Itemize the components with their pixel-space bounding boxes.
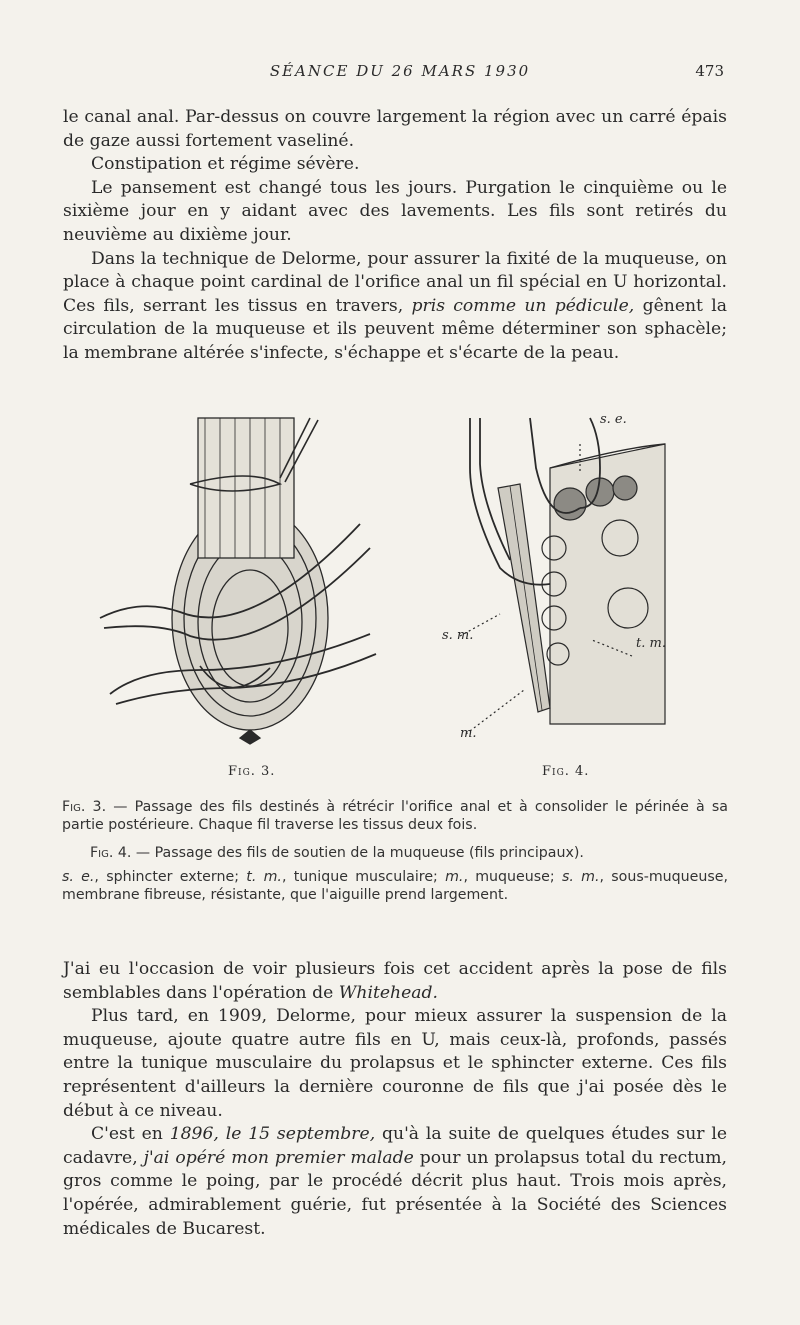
fig4-sphincter-3 bbox=[613, 476, 637, 500]
fig3-label: Fig. 3. bbox=[228, 764, 276, 779]
fig4-mucosa-line bbox=[510, 486, 542, 710]
running-head bbox=[0, 60, 800, 84]
paragraph-1-text: le canal anal. Par-dessus on couvre largement la région avec un carré épais de gaze aussi fortement vaseliné. bbox=[63, 107, 727, 151]
figures-area bbox=[80, 408, 740, 788]
legend-se: s. e. bbox=[62, 869, 95, 885]
fig3-point bbox=[240, 730, 260, 744]
page-number: 473 bbox=[695, 62, 724, 80]
fig4-annotation-m: m. bbox=[460, 726, 477, 741]
paragraph-7-text-a: C'est en bbox=[91, 1124, 170, 1145]
legend-m: m. bbox=[445, 869, 464, 885]
legend-se-text: , sphincter externe; bbox=[94, 869, 247, 885]
legend-sm-text: , sous-muqueuse, membrane fibreuse, résistante, que l'aiguille prend largement. bbox=[62, 869, 728, 903]
legend-tm: t. m. bbox=[246, 869, 282, 885]
paragraph-7-italic-2: j'ai opéré mon premier malade bbox=[143, 1147, 414, 1168]
fig4-annotation-se: s. e. bbox=[600, 412, 627, 427]
caption-fig3-prefix: Fig. 3. bbox=[62, 799, 107, 815]
paragraph-5 bbox=[63, 958, 727, 1005]
legend-sm: s. m. bbox=[561, 869, 600, 885]
legend-tm-text: , tunique musculaire; bbox=[281, 869, 446, 885]
caption-fig4 bbox=[62, 844, 728, 862]
figure-captions bbox=[62, 798, 728, 904]
paragraph-5-text: J'ai eu l'occasion de voir plusieurs fois cet accident après la pose de fils semblables dans l'opération de bbox=[63, 959, 727, 1003]
fig4-annotation-tm: t. m. bbox=[636, 636, 666, 651]
paragraph-3-text: Le pansement est changé tous les jours. Purgation le cinquième ou le sixième jour en y aidant avec des lavements. Les fils sont retirés du neuvième au dixième jour. bbox=[63, 177, 727, 245]
body-text-top bbox=[63, 106, 727, 366]
paragraph-4-italic: pris comme un pédicule, bbox=[411, 295, 635, 316]
paragraph-3 bbox=[63, 177, 727, 248]
fig4-annotation-sm: s. m. bbox=[442, 628, 474, 643]
fig4-label: Fig. 4. bbox=[542, 764, 590, 779]
paragraph-5-italic: Whitehead. bbox=[338, 982, 438, 1003]
paragraph-7 bbox=[63, 1123, 727, 1241]
paragraph-4-text-a: Dans la technique de Delorme, pour assurer la fixité de la muqueuse, on place à chaque point cardinal de l'orifice anal un fil spécial en U horizontal. Ces fils, serrant les tissus en travers, bbox=[63, 248, 727, 316]
paragraph-2-text: Constipation et régime sévère. bbox=[91, 154, 360, 175]
paragraph-2 bbox=[91, 153, 727, 177]
legend-m-text: , muqueuse; bbox=[463, 869, 562, 885]
caption-fig4-text: — Passage des fils de soutien de la muqueuse (fils principaux). bbox=[131, 845, 584, 861]
paragraph-6-text: Plus tard, en 1909, Delorme, pour mieux assurer la suspension de la muqueuse, ajoute quatre autre fils en U, mais ceux-là, profonds, passés entre la tunique musculaire du prolapsus et le sphincter externe. Ces fils représentent d'ailleurs la dernière couronne de fils que j'ai posée dès le début à ce niveau. bbox=[63, 1006, 727, 1121]
fig4-sphincter-1 bbox=[554, 488, 586, 520]
paragraph-7-text-c: pour un prolapsus total du rectum, gros comme le poing, par le procédé décrit plus haut. Trois mois après, l'opérée, admirablement guérie, fut présentée à la Société des Sciences médicales de Bucarest. bbox=[63, 1147, 727, 1239]
caption-fig3-text: — Passage des fils destinés à rétrécir l'orifice anal et à consolider le périnée à sa partie postérieure. Chaque fil traverse les tissus deux fois. bbox=[62, 799, 728, 833]
paragraph-7-italic-1: 1896, le 15 septembre, bbox=[169, 1124, 376, 1145]
paragraph-7-text-b: qu'à la suite de quelques études sur le cadavre, bbox=[63, 1124, 727, 1168]
fig4-drawing bbox=[460, 418, 665, 734]
fig4-mucosa bbox=[498, 484, 550, 712]
paragraph-1 bbox=[63, 106, 727, 153]
figure-illustrations bbox=[80, 408, 740, 788]
fig3-drawing bbox=[100, 418, 376, 744]
running-head-title: SÉANCE DU 26 MARS 1930 bbox=[269, 62, 531, 80]
paragraph-4-text-b: gênent la circulation de la muqueuse et ils peuvent même déterminer son sphacèle; la membrane altérée s'infecte, s'échappe et s'écarte de la peau. bbox=[63, 295, 727, 363]
body-text-bottom bbox=[63, 958, 727, 1241]
caption-legend bbox=[62, 868, 728, 904]
paragraph-6 bbox=[63, 1005, 727, 1123]
caption-fig3 bbox=[62, 798, 728, 834]
paragraph-4 bbox=[63, 248, 727, 366]
caption-fig4-prefix: Fig. 4. bbox=[90, 845, 132, 861]
